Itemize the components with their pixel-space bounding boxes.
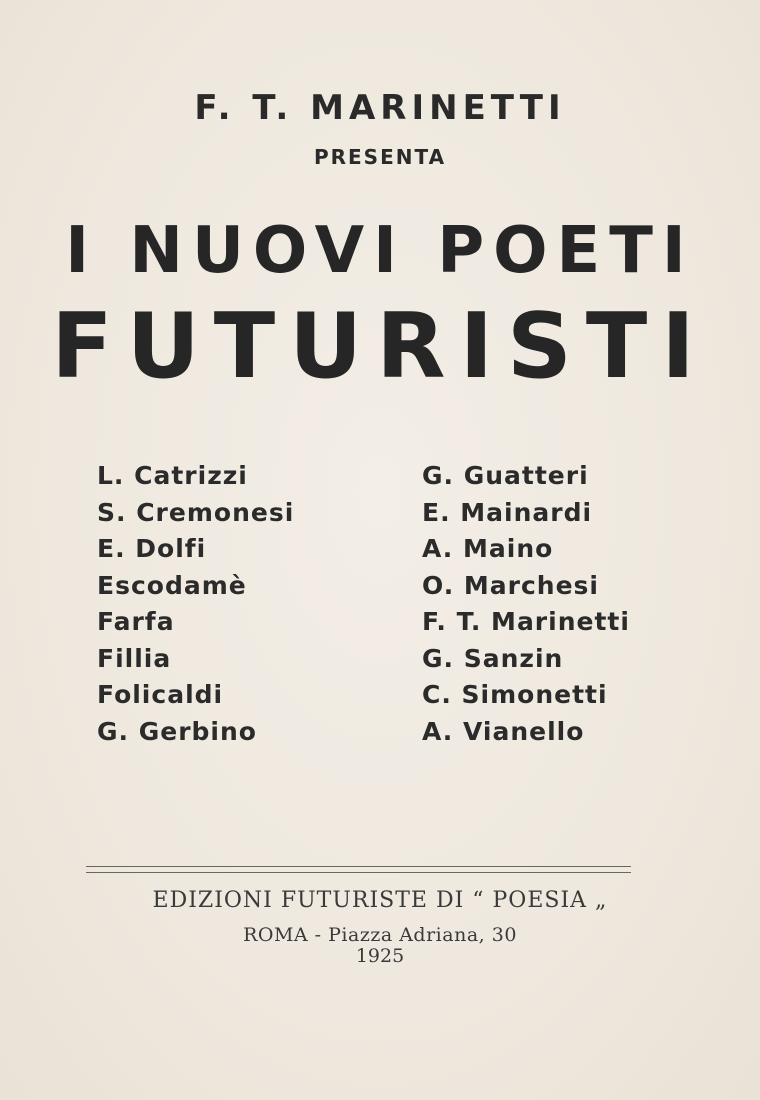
poet-name: A. Vianello bbox=[422, 716, 585, 746]
poet-name: Farfa bbox=[97, 607, 175, 636]
poet-list-left bbox=[97, 458, 294, 750]
poet-name: E. Dolfi bbox=[97, 534, 207, 563]
poet-name: S. Cremonesi bbox=[97, 497, 295, 527]
poet-name: Escodamè bbox=[97, 570, 247, 600]
poet-name: Fillia bbox=[97, 643, 172, 673]
poet-list-right bbox=[422, 458, 630, 750]
book-title-line-2: FUTURISTI bbox=[51, 294, 709, 399]
poet-name: L. Catrizzi bbox=[97, 461, 248, 490]
poet-name: G. Sanzin bbox=[422, 643, 564, 673]
publication-year: 1925 bbox=[355, 945, 405, 967]
poet-name: C. Simonetti bbox=[422, 680, 608, 709]
divider-rule-top bbox=[86, 866, 631, 867]
poet-name: A. Maino bbox=[422, 534, 554, 563]
author-name: F. T. MARINETTI bbox=[194, 88, 566, 128]
publisher-address: ROMA - Piazza Adriana, 30 bbox=[243, 924, 517, 946]
poet-name: G. Guatteri bbox=[422, 461, 589, 490]
poet-name: F. T. Marinetti bbox=[422, 607, 630, 636]
poet-name: Folicaldi bbox=[97, 680, 224, 709]
divider-rule-bottom bbox=[86, 872, 631, 873]
book-title-line-1: I NUOVI POETI bbox=[65, 214, 695, 288]
presents-label: PRESENTA bbox=[313, 145, 447, 169]
publisher-line: EDIZIONI FUTURISTE DI “ POESIA „ bbox=[152, 888, 608, 913]
poet-name: E. Mainardi bbox=[422, 497, 593, 527]
poet-name: G. Gerbino bbox=[97, 716, 257, 746]
poet-name: O. Marchesi bbox=[422, 570, 600, 600]
